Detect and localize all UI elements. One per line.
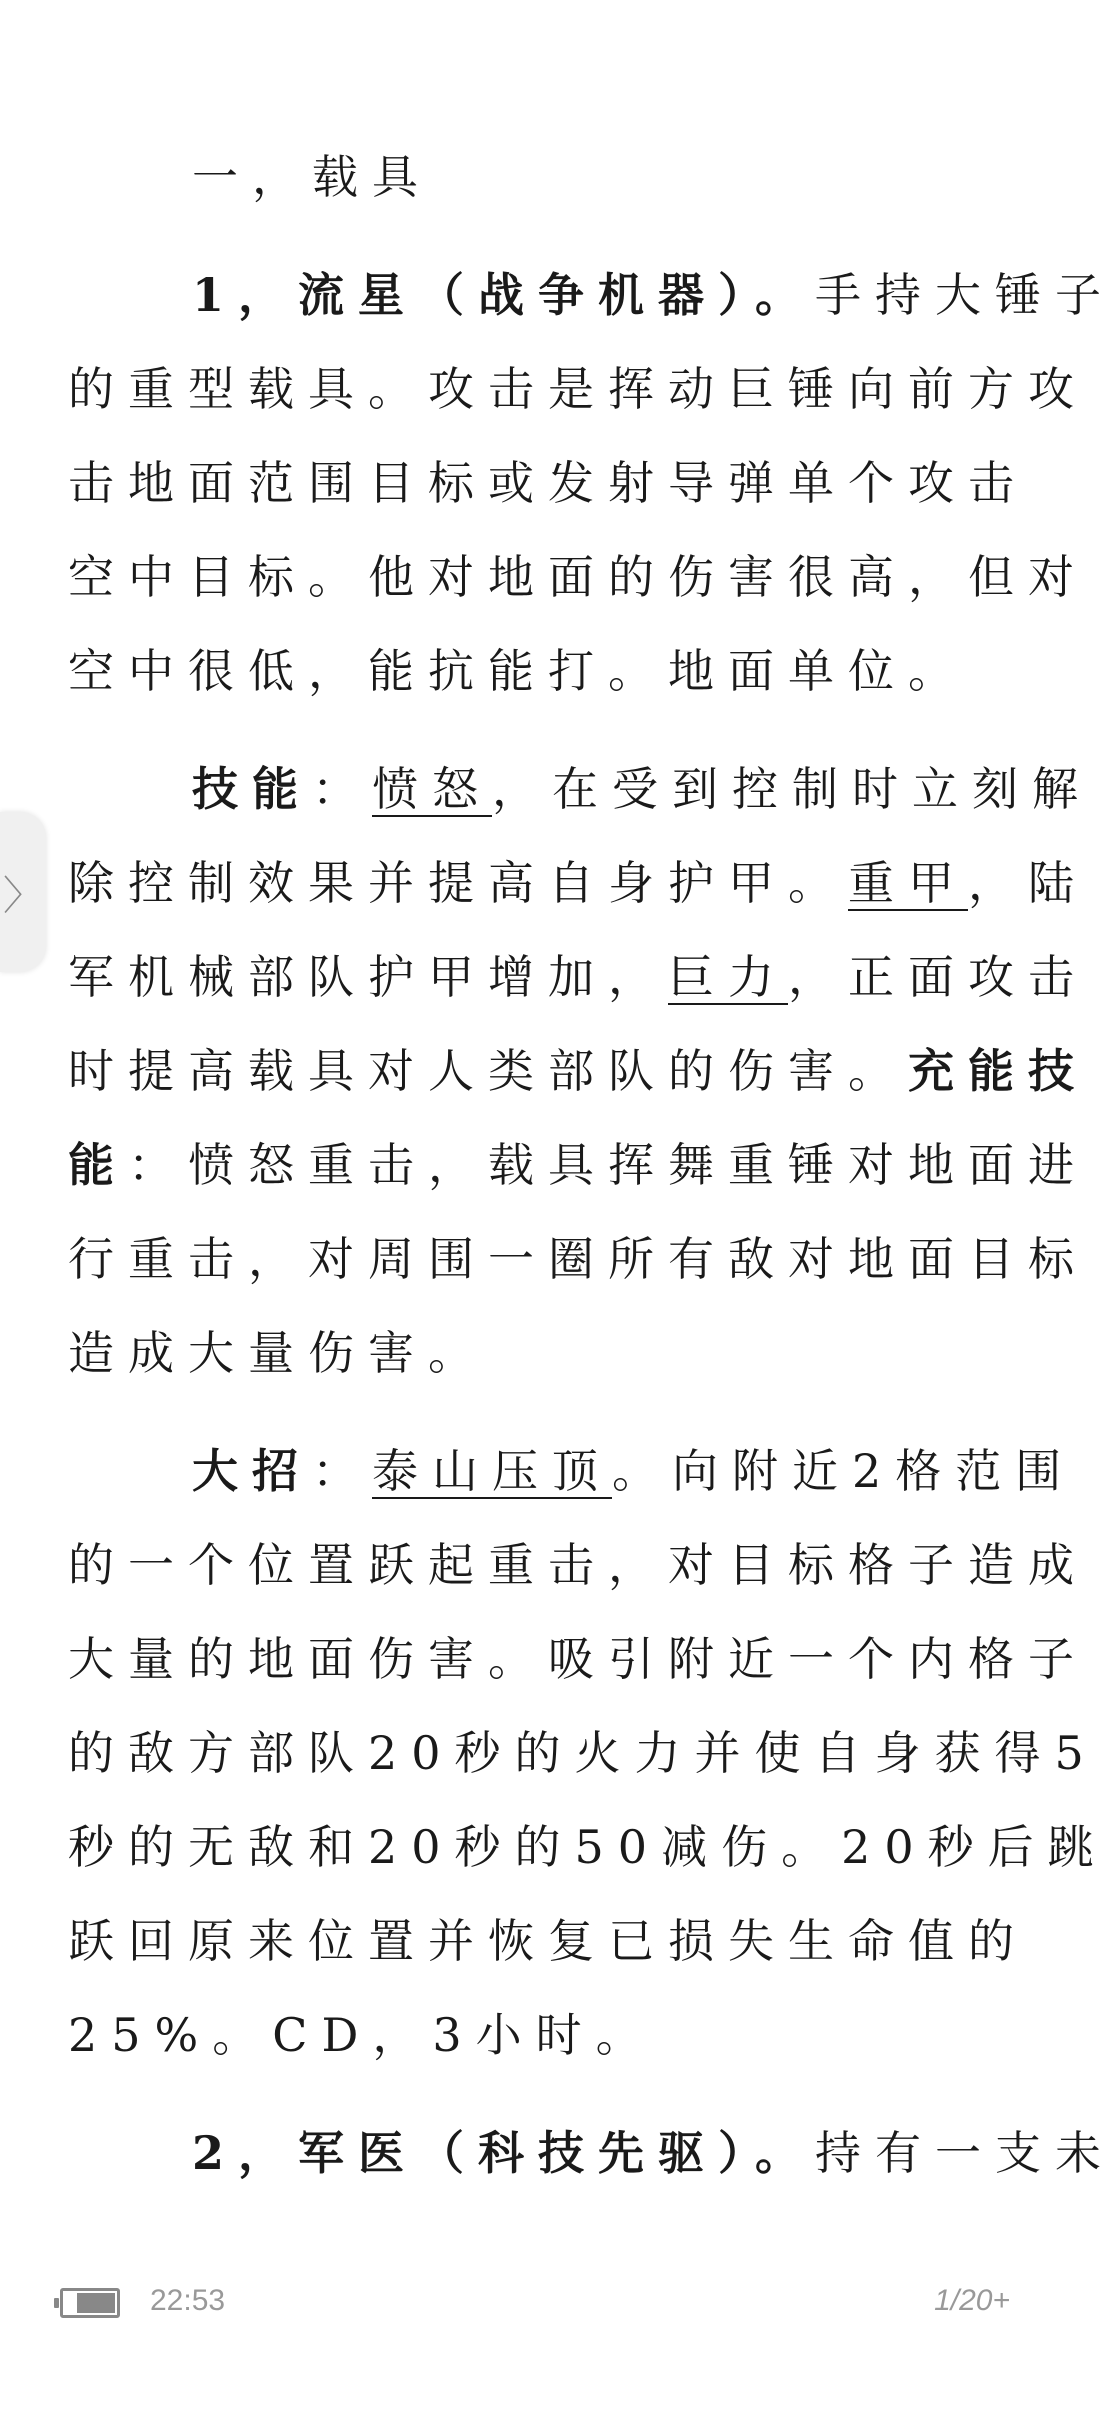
paragraph-line: 大量的地面伤害。吸引附近一个内格子 [68, 1632, 1088, 1686]
paragraph-line: 击地面范围目标或发射导弹单个攻击 [68, 456, 1028, 510]
paragraph-line: 空中目标。他对地面的伤害很高，但对 [68, 550, 1088, 604]
unit-title: 1，流星（战争机器）。 [192, 268, 816, 322]
paragraph-line: 的敌方部队20秒的火力并使自身获得5 [68, 1726, 1098, 1780]
skill-name-giant-power: 巨力 [668, 950, 788, 1004]
paragraph-line: 造成大量伤害。 [68, 1326, 488, 1380]
paragraph-line: 空中很低，能抗能打。地面单位。 [68, 644, 968, 698]
skills-label: 技能 [192, 762, 312, 816]
skill-name-heavy-armor: 重甲 [848, 856, 968, 910]
chevron-right-icon: 〉 [3, 872, 43, 919]
paragraph-line: 25%。CD，3小时。 [68, 2008, 656, 2062]
paragraph-line: 2，军医（科技先驱）。持有一支未 [192, 2126, 1115, 2180]
ultimate-name: 泰山压顶 [372, 1444, 612, 1498]
charged-skill-label: 充能技 [908, 1044, 1088, 1098]
paragraph-line: 跃回原来位置并恢复已损失生命值的 [68, 1914, 1028, 1968]
chapter-heading: 一，载具 [192, 150, 432, 204]
skill-name-rage: 愤怒 [372, 762, 492, 816]
side-menu-handle[interactable] [0, 812, 46, 972]
charged-skill-label-end: 能 [68, 1138, 128, 1192]
paragraph-line: 技能：愤怒，在受到控制时立刻解 [192, 762, 1092, 816]
paragraph-line: 大招：泰山压顶。向附近2格范围 [192, 1444, 1076, 1498]
paragraph-line: 时提高载具对人类部队的伤害。充能技 [68, 1044, 1088, 1098]
battery-level [77, 2293, 115, 2313]
paragraph-line: 军机械部队护甲增加，巨力，正面攻击 [68, 950, 1088, 1004]
paragraph-line: 1，流星（战争机器）。手持大锤子 [192, 268, 1115, 322]
paragraph-line: 的重型载具。攻击是挥动巨锤向前方攻 [68, 362, 1088, 416]
page-indicator: 1/20+ [934, 2284, 1010, 2317]
paragraph-line: 行重击，对周围一圈所有敌对地面目标 [68, 1232, 1088, 1286]
paragraph-line: 秒的无敌和20秒的50减伤。20秒后跳 [68, 1820, 1108, 1874]
paragraph-line: 能：愤怒重击，载具挥舞重锤对地面进 [68, 1138, 1088, 1192]
clock: 22:53 [150, 2284, 226, 2317]
paragraph-line: 除控制效果并提高自身护甲。重甲，陆 [68, 856, 1088, 910]
paragraph-line: 的一个位置跃起重击，对目标格子造成 [68, 1538, 1088, 1592]
document-body [68, 130, 1115, 2200]
unit-title: 2，军医（科技先驱）。 [192, 2126, 816, 2180]
reader-status-bar [0, 2260, 1080, 2340]
ultimate-label: 大招 [192, 1444, 312, 1498]
battery-icon [60, 2288, 120, 2318]
